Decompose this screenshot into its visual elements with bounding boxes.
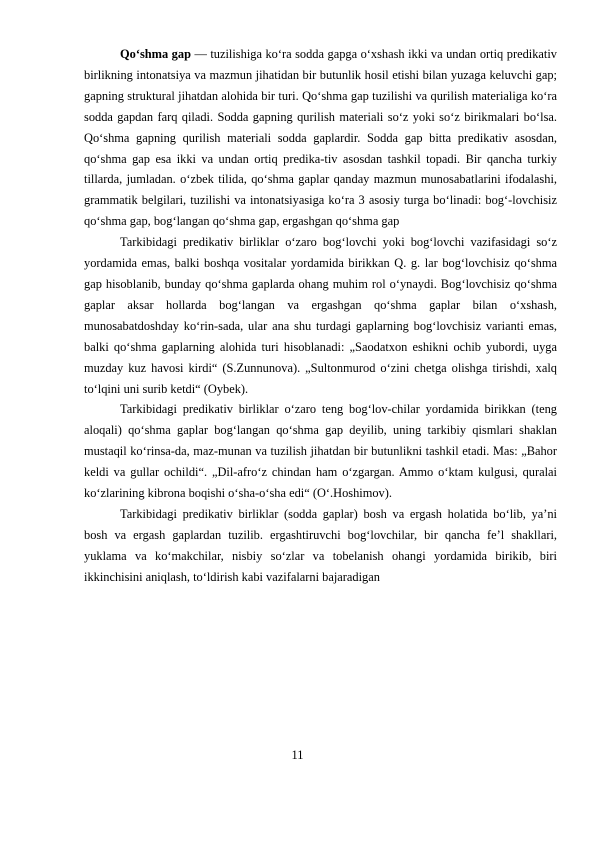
paragraph-complex: [84, 504, 557, 588]
paragraph-text: — tuzilishiga ko‘ra sodda gapga o‘xshash ikki va undan ortiq predikativ birlikning intonatsiya va mazmun jihatidan bir butunlik hosil etishi bilan yuzaga keluvchi gap; gapning struktural jihatdan alohida bir turi. Qo‘shma gap tuzilishi va qurilish materialiga ko‘ra sodda gapdan farq qiladi. Sodda gapning qurilish materiali so‘z yoki so‘z birikmalari bo‘lsa. Qo‘shma gapning qurilish materiali sodda gaplardir. Sodda gap bitta predikativ asosdan, qo‘shma gap esa ikki va undan ortiq predika-tiv asosdan tashkil topadi. Bir qancha turkiy tillarda, jumladan. o‘zbek tilida, qo‘shma gaplar qanday mazmun munosabatlarini ifodalashi, grammatik belgilari, tuzilishi va intonatsiyasiga ko‘ra 3 asosiy turga bo‘linadi: bog‘-lovchisiz qo‘shma gap, bog‘langan qo‘shma gap, ergashgan qo‘shma gap: [84, 47, 557, 229]
defined-term: Qo‘shma gap: [120, 47, 191, 61]
paragraph-compound: [84, 399, 557, 504]
paragraph-text: Tarkibidagi predikativ birliklar (sodda gaplar) bosh va ergash holatida bo‘lib, ya’ni bosh va ergash gaplardan tuzilib. ergashtiruvchi bog‘lovchilar, bir qancha fe’l shakllari, yuklama va ko‘makchilar, nisbiy so‘zlar va tobelanish ohangi yordamida birikib, biri ikkinchisini aniqlash, to‘ldirish kabi vazifalarni bajaradigan: [84, 506, 557, 584]
body-text: [84, 44, 557, 588]
paragraph-text: Tarkibidagi predikativ birliklar o‘zaro bog‘lovchi yoki bog‘lovchi vazifasidagi so‘z yordamida emas, balki boshqa vositalar yordamida birikkan Q. g. lar bog‘lovchisiz qo‘shma gap hisoblanib, bunday qo‘shma gaplarda ohang muhim rol o‘ynaydi. Bog‘lovchisiz qo‘shma gaplar aksar hollarda bog‘langan va ergashgan qo‘shma gaplar bilan o‘xshash, munosabatdoshday ko‘rin-sada, ular ana shu turdagi gaplarning bog‘lovchisiz varianti emas, balki qo‘shma gaplarning alohida turi hisoblanadi: „Saodatxon eshikni ochib yubordi, uyga muzday kuz havosi kirdi“ (S.Zunnunova). „Sultonmurod o‘zini chetga olishga tirishdi, xalq to‘lqini uni surib ketdi“ (Oybek).: [84, 235, 557, 396]
paragraph-text: Tarkibidagi predikativ birliklar o‘zaro teng bog‘lov-chilar yordamida birikkan (teng aloqali) qo‘shma gaplar bog‘langan qo‘shma gap deyilib, uning tarkibiy qismlari shaklan mustaqil ko‘rinsa-da, maz-munan va tuzilish jihatdan bir butunlikni tashkil etadi. Mas: „Bahor keldi va gullar ochildi“. „Dil-afro‘z chindan ham o‘zgargan. Ammo o‘ktam kulgusi, quralai ko‘zlarining kibrona boqishi o‘sha-o‘sha edi“ (O‘.Hoshimov).: [84, 402, 557, 501]
paragraph-definition: [84, 44, 557, 232]
paragraph-asyndetic: [84, 232, 557, 399]
page-number: 11: [291, 748, 304, 762]
